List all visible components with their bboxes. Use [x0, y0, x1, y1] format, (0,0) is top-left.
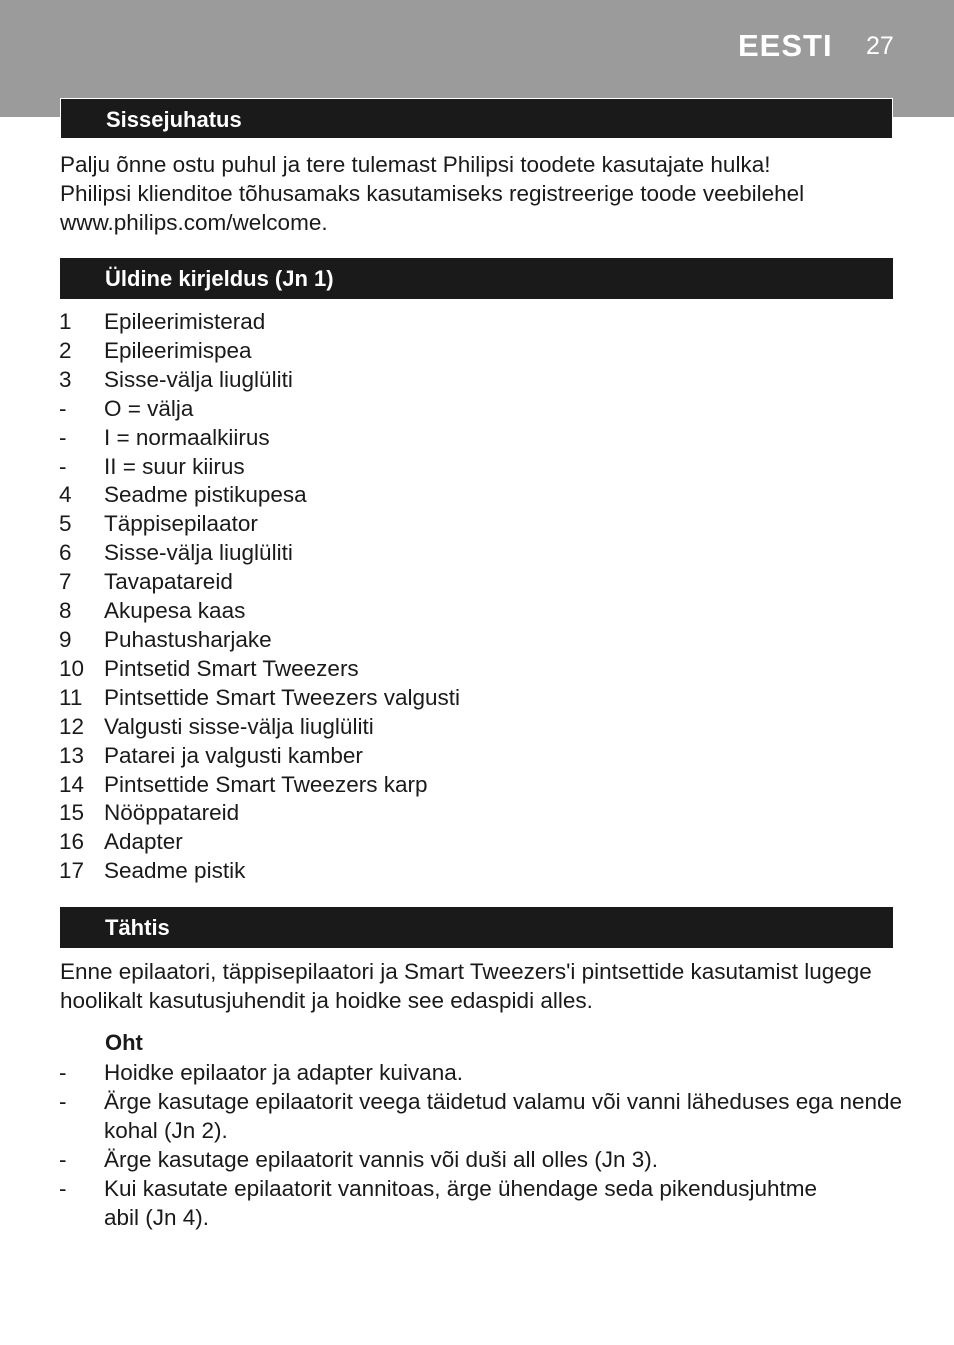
section-heading-general-description: Üldine kirjeldus (Jn 1)	[60, 258, 893, 299]
paragraph-line: Palju õnne ostu puhul ja tere tulemast Philipsi toodete kasutajate hulka!	[60, 152, 771, 177]
list-item-text: II = suur kiirus	[104, 453, 245, 479]
parts-list-item	[59, 799, 899, 828]
list-marker: 4	[59, 482, 72, 508]
list-marker: 15	[59, 800, 85, 826]
bullet-marker: -	[59, 1060, 67, 1085]
page-number: 27	[866, 32, 894, 60]
list-item-text: Patarei ja valgusti kamber	[104, 742, 363, 768]
list-marker: 6	[59, 540, 72, 566]
list-marker: 9	[59, 626, 72, 652]
list-item-text: Täppisepilaator	[104, 511, 258, 537]
bullet-text-line: Kui kasutate epilaatorit vannitoas, ärge ühendage seda pikendusjuhtme	[104, 1176, 817, 1201]
parts-list-item	[59, 337, 899, 366]
list-item-text: Puhastusharjake	[104, 626, 272, 652]
parts-list-item	[59, 568, 899, 597]
section-heading-introduction: Sissejuhatus	[60, 98, 893, 139]
list-item-text: Akupesa kaas	[104, 598, 246, 624]
list-item-text: I = normaalkiirus	[104, 424, 270, 450]
bullet-text-line: Hoidke epilaator ja adapter kuivana.	[104, 1060, 463, 1085]
list-marker: 16	[59, 829, 85, 855]
bullet-text-line: kohal (Jn 2).	[104, 1118, 228, 1143]
list-item-text: Pintsettide Smart Tweezers valgusti	[104, 684, 460, 710]
list-marker: 17	[59, 858, 85, 884]
danger-list-item	[59, 1058, 904, 1087]
list-item-text: O = välja	[104, 395, 194, 421]
list-item-text: Nööppatareid	[104, 800, 240, 826]
list-item-text: Seadme pistikupesa	[104, 482, 307, 508]
introduction-paragraph	[60, 150, 900, 237]
danger-list	[59, 1058, 904, 1232]
parts-list-item	[59, 626, 899, 655]
list-item-text: Epileerimispea	[104, 337, 252, 363]
list-marker: 14	[59, 771, 85, 797]
list-item-text: Pintsettide Smart Tweezers karp	[104, 771, 428, 797]
list-item-text: Epileerimisterad	[104, 309, 266, 334]
list-marker: 3	[59, 366, 72, 392]
paragraph-line: Philipsi klienditoe tõhusamaks kasutamiseks registreerige toode veebilehel	[60, 181, 805, 206]
paragraph-line: www.philips.com/welcome.	[60, 210, 328, 235]
paragraph-line: hoolikalt kasutusjuhendit ja hoidke see edaspidi alles.	[60, 988, 593, 1013]
parts-list-item	[59, 395, 899, 424]
parts-list-item	[59, 857, 899, 886]
language-label: EESTI	[738, 28, 833, 63]
important-paragraph	[60, 957, 900, 1015]
paragraph-line: Enne epilaatori, täppisepilaatori ja Smart Tweezers'i pintsettide kasutamist lugege	[60, 959, 872, 984]
list-marker: -	[59, 453, 67, 479]
parts-list-item	[59, 424, 899, 453]
list-marker: 10	[59, 655, 85, 681]
parts-list-item	[59, 366, 899, 395]
list-item-text: Sisse-välja liuglüliti	[104, 366, 293, 392]
parts-list-item	[59, 684, 899, 713]
parts-list-item	[59, 655, 899, 684]
list-item-text: Seadme pistik	[104, 858, 246, 884]
list-marker: -	[59, 424, 67, 450]
list-item-text: Pintsetid Smart Tweezers	[104, 655, 359, 681]
parts-list-item	[59, 481, 899, 510]
list-item-text: Tavapatareid	[104, 569, 233, 595]
parts-list-item	[59, 597, 899, 626]
list-marker: 1	[59, 309, 72, 334]
bullet-marker: -	[59, 1147, 67, 1172]
parts-list-item	[59, 510, 899, 539]
list-marker: 13	[59, 742, 85, 768]
list-marker: -	[59, 395, 67, 421]
parts-list-item	[59, 742, 899, 771]
list-marker: 7	[59, 569, 72, 595]
parts-list-item	[59, 828, 899, 857]
danger-list-item	[59, 1174, 904, 1232]
bullet-marker: -	[59, 1176, 67, 1201]
parts-list	[59, 308, 899, 886]
danger-list-item	[59, 1087, 904, 1145]
list-marker: 5	[59, 511, 72, 537]
list-marker: 8	[59, 598, 72, 624]
parts-list-item	[59, 453, 899, 482]
list-marker: 2	[59, 337, 72, 363]
parts-list-item	[59, 308, 899, 337]
parts-list-item	[59, 771, 899, 800]
bullet-text-line: abil (Jn 4).	[104, 1205, 210, 1230]
list-marker: 11	[59, 684, 83, 710]
parts-list-item	[59, 713, 899, 742]
list-item-text: Valgusti sisse-välja liuglüliti	[104, 713, 374, 739]
section-heading-important: Tähtis	[60, 907, 893, 948]
bullet-text-line: Ärge kasutage epilaatorit vannis või duši all olles (Jn 3).	[104, 1147, 659, 1172]
danger-list-item	[59, 1145, 904, 1174]
list-item-text: Sisse-välja liuglüliti	[104, 540, 293, 566]
bullet-text-line: Ärge kasutage epilaatorit veega täidetud valamu või vanni läheduses ega nende	[104, 1089, 903, 1114]
bullet-marker: -	[59, 1089, 67, 1114]
parts-list-item	[59, 539, 899, 568]
danger-subheading: Oht	[105, 1030, 143, 1055]
list-marker: 12	[59, 713, 85, 739]
list-item-text: Adapter	[104, 829, 183, 855]
